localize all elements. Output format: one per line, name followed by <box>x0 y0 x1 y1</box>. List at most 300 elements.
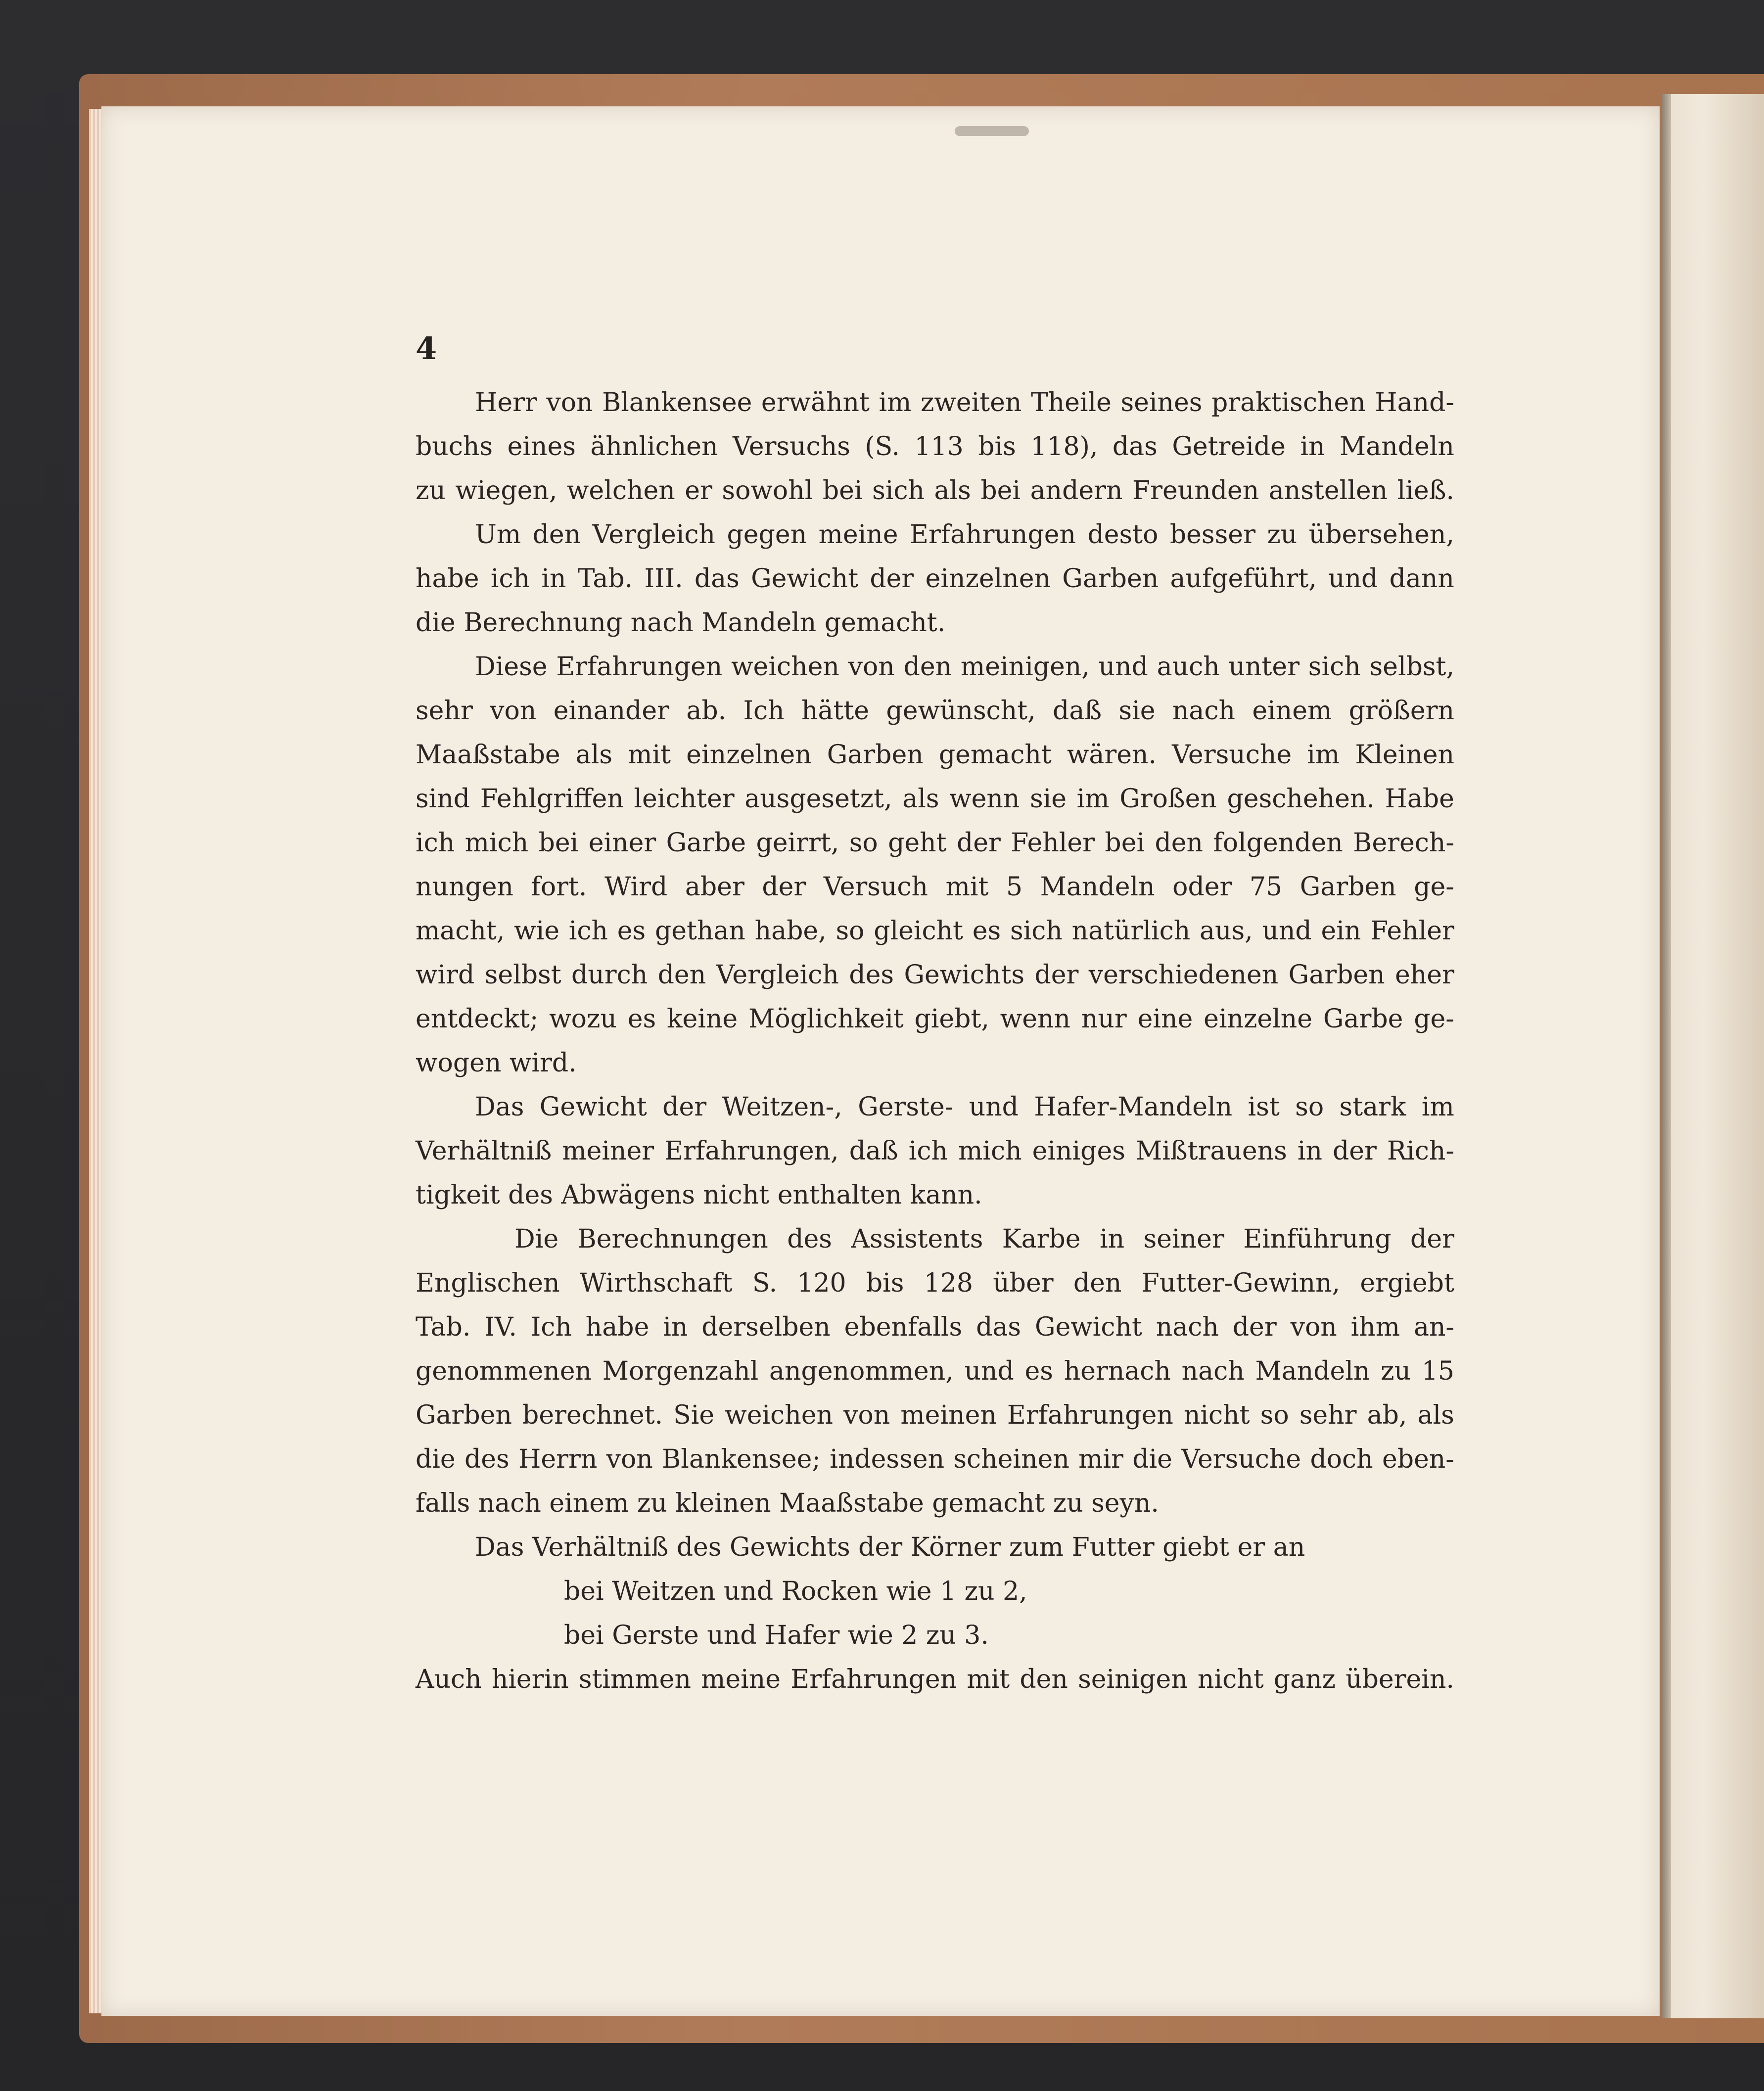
word: Versuche <box>1181 1444 1301 1474</box>
word: in <box>1300 432 1325 462</box>
word: Möglichkeit <box>748 1004 904 1034</box>
word: die <box>416 1444 456 1474</box>
word: giebt, <box>914 1004 989 1034</box>
word: sich <box>1010 916 1063 946</box>
word: sich <box>1308 652 1361 682</box>
word: im <box>1076 784 1110 814</box>
word: Diese <box>475 652 548 682</box>
word: in <box>541 564 566 594</box>
word: Erfahrungen, <box>664 1136 839 1166</box>
word: geirrt, <box>756 828 839 858</box>
word: von <box>490 696 537 726</box>
word: sich <box>872 476 925 506</box>
word: weichen <box>725 1400 834 1430</box>
word: von <box>848 652 895 682</box>
word: in <box>1297 1136 1322 1166</box>
word: stimmen <box>578 1665 691 1694</box>
word: Vergleich <box>592 520 715 550</box>
word: zu <box>1267 520 1298 550</box>
word: an- <box>1413 1312 1454 1342</box>
text-line <box>416 1217 1454 1261</box>
word: ich <box>416 828 455 858</box>
word: berechnet. <box>522 1400 663 1430</box>
text-line <box>416 909 1454 953</box>
word: Habe <box>1385 784 1454 814</box>
word: III. <box>644 564 683 594</box>
word: aufgeführt, <box>1170 564 1317 594</box>
word: des <box>464 1444 510 1474</box>
word: 120 <box>797 1268 846 1298</box>
word: 113 <box>914 432 964 462</box>
word: es <box>627 1004 656 1034</box>
text-line <box>416 733 1454 777</box>
word: der <box>870 564 914 594</box>
word: wenn <box>1000 1004 1070 1034</box>
word: gewünscht, <box>886 696 1036 726</box>
text-line <box>416 381 1454 425</box>
word: von <box>546 388 593 418</box>
page-top-mark <box>955 126 1029 136</box>
word: Freunden <box>1132 476 1259 506</box>
text-line <box>416 1438 1454 1482</box>
word: nur <box>1081 1004 1127 1034</box>
word: Versuch <box>823 872 928 902</box>
word: ließ. <box>1397 476 1454 506</box>
word: einzelne <box>1204 1004 1313 1034</box>
word: Erfahrungen <box>1007 1400 1173 1430</box>
text-line <box>416 557 1454 601</box>
word: weichen <box>731 652 839 682</box>
word: Auch <box>416 1665 482 1694</box>
word: ganz <box>1273 1665 1336 1694</box>
word: ist <box>1248 1092 1280 1122</box>
word: wozu <box>549 1004 617 1034</box>
word: nungen <box>416 872 514 902</box>
word: aus, <box>1200 916 1253 946</box>
word: den <box>1020 1665 1068 1694</box>
body-text <box>416 381 1454 1702</box>
word: Mandeln <box>1255 1356 1370 1386</box>
word: natürlich <box>1071 916 1191 946</box>
word: aber <box>685 872 744 902</box>
word: hierin <box>491 1665 569 1694</box>
word: Mißtrauens <box>1135 1136 1287 1166</box>
word: Garben <box>1300 872 1396 902</box>
word: hätte <box>801 696 870 726</box>
word: er <box>685 476 712 506</box>
word: habe <box>416 564 479 594</box>
text-line <box>416 953 1454 997</box>
word: die <box>1132 1444 1172 1474</box>
word: Erfahrungen <box>790 1665 957 1694</box>
text-line <box>416 997 1454 1041</box>
text-line <box>416 1349 1454 1394</box>
word: IV. <box>484 1312 517 1342</box>
word: 128 <box>924 1268 973 1298</box>
word: derselben <box>701 1312 831 1342</box>
word: anstellen <box>1268 476 1388 506</box>
word: einer <box>588 828 656 858</box>
word: des <box>787 1224 832 1254</box>
word: im <box>879 388 912 418</box>
word: Ich <box>743 696 785 726</box>
word: Karbe <box>1002 1224 1081 1254</box>
word: nach <box>1172 696 1235 726</box>
word: Weitzen-, <box>722 1092 842 1122</box>
word: bei <box>1105 828 1145 858</box>
word: nach <box>1181 1356 1245 1386</box>
word: ge- <box>1414 872 1454 902</box>
text-line <box>416 821 1454 865</box>
word: in <box>663 1312 688 1342</box>
word: Fehler <box>1011 828 1095 858</box>
word: Getreide <box>1172 432 1286 462</box>
word: übersehen, <box>1308 520 1454 550</box>
word: eines <box>507 432 576 462</box>
word: Erfahrungen <box>910 520 1076 550</box>
word: Theile <box>1030 388 1112 418</box>
text-line: bei Weitzen und Rocken wie 1 zu 2, <box>564 1577 1027 1606</box>
word: zweiten <box>920 388 1022 418</box>
word: mir <box>1078 1444 1123 1474</box>
word: wie <box>514 916 560 946</box>
word: einem <box>1252 696 1332 726</box>
word: und <box>964 1356 1014 1386</box>
word: Blankensee; <box>662 1444 821 1474</box>
word: und <box>1328 564 1378 594</box>
word: und <box>1262 916 1312 946</box>
word: im <box>1307 740 1340 770</box>
word: Maaßstabe <box>416 740 560 770</box>
word: wenn <box>949 784 1020 814</box>
word: das <box>976 1312 1021 1342</box>
word: Vergleich <box>716 960 839 990</box>
word: leichter <box>634 784 735 814</box>
word: der <box>1410 1224 1454 1254</box>
word: bis <box>978 432 1016 462</box>
word: bei <box>980 476 1021 506</box>
word: Garben <box>827 740 924 770</box>
word: Gewicht <box>751 564 859 594</box>
word: der <box>1332 1136 1377 1166</box>
word: es <box>617 916 646 946</box>
word: mich <box>464 828 529 858</box>
word: gegen <box>727 520 807 550</box>
word: es <box>1024 1356 1053 1386</box>
word: oder <box>1172 872 1232 902</box>
word: Gewicht <box>539 1092 647 1122</box>
word: im <box>1421 1092 1454 1122</box>
word: über <box>993 1268 1054 1298</box>
word: hernach <box>1064 1356 1171 1386</box>
word: Herrn <box>518 1444 598 1474</box>
word: nicht <box>1183 1400 1250 1430</box>
word: den <box>657 960 706 990</box>
word: das <box>1112 432 1158 462</box>
word: Gewichts <box>904 960 1025 990</box>
word: gethan <box>654 916 745 946</box>
text-line <box>416 1658 1454 1702</box>
word: ebenfalls <box>844 1312 963 1342</box>
word: als <box>902 784 939 814</box>
word: von <box>843 1400 890 1430</box>
word: so <box>849 828 878 858</box>
word: Herr <box>475 388 537 418</box>
word: Versuchs <box>733 432 850 462</box>
word: Gerste- <box>858 1092 954 1122</box>
word: als <box>934 476 971 506</box>
word: wiegen, <box>455 476 557 506</box>
word: seiner <box>1143 1224 1224 1254</box>
word: selbst <box>484 960 561 990</box>
word: Verhältniß <box>416 1136 552 1166</box>
word: entdeckt; <box>416 1004 539 1034</box>
text-line <box>416 513 1454 557</box>
word: Fehlgriffen <box>480 784 624 814</box>
word: ich <box>490 564 530 594</box>
word: eben- <box>1382 1444 1454 1474</box>
word: erwähnt <box>761 388 870 418</box>
word: Hafer-Mandeln <box>1034 1092 1233 1122</box>
text-line: falls nach einem zu kleinen Maaßstabe gemacht zu seyn. <box>416 1488 1159 1518</box>
word: praktischen <box>1211 388 1366 418</box>
text-line <box>416 777 1454 821</box>
word: ergiebt <box>1360 1268 1454 1298</box>
word: gleicht <box>874 916 964 946</box>
word: fort. <box>531 872 587 902</box>
word: Rich- <box>1387 1136 1454 1166</box>
word: daß <box>849 1136 898 1166</box>
word: den <box>903 652 952 682</box>
word: zu <box>1381 1356 1411 1386</box>
word: als <box>575 740 613 770</box>
word: ähnlichen <box>590 432 718 462</box>
word: der <box>762 872 806 902</box>
word: eine <box>1137 1004 1193 1034</box>
word: sie <box>1118 696 1156 726</box>
word: Blankensee <box>602 388 752 418</box>
word: buchs <box>416 432 493 462</box>
text-line <box>416 689 1454 733</box>
word: auch <box>1157 652 1220 682</box>
word: eher <box>1395 960 1454 990</box>
word: ich <box>568 916 608 946</box>
word: unter <box>1228 652 1300 682</box>
word: genommenen <box>416 1356 592 1386</box>
word: mit <box>628 740 671 770</box>
word: (S. <box>865 432 900 462</box>
word: und <box>1098 652 1148 682</box>
word: 5 <box>1006 872 1023 902</box>
word: meine <box>818 520 898 550</box>
word: sind <box>416 784 470 814</box>
word: mit <box>945 872 989 902</box>
text-line: bei Gerste und Hafer wie 2 zu 3. <box>564 1621 989 1650</box>
word: Mandeln <box>1339 432 1454 462</box>
word: Erfahrungen <box>556 652 723 682</box>
word: von <box>1290 1312 1337 1342</box>
word: bis <box>866 1268 904 1298</box>
word: Englischen <box>416 1268 560 1298</box>
text-line: Das Verhältniß des Gewichts der Körner zum Futter giebt er an <box>475 1533 1305 1562</box>
word: ge- <box>1414 1004 1454 1034</box>
word: sie <box>1029 784 1067 814</box>
word: der <box>1232 1312 1277 1342</box>
word: angenommen, <box>769 1356 954 1386</box>
word: indessen <box>830 1444 945 1474</box>
text-line: tigkeit des Abwägens nicht enthalten kann. <box>416 1180 982 1210</box>
word: wären. <box>1067 740 1157 770</box>
text-line <box>416 1129 1454 1173</box>
word: ihm <box>1350 1312 1400 1342</box>
word: Großen <box>1119 784 1217 814</box>
text-line <box>416 865 1454 909</box>
word: doch <box>1310 1444 1373 1474</box>
word: Morgenzahl <box>602 1356 759 1386</box>
word: den <box>1073 1268 1122 1298</box>
word: Berechnungen <box>577 1224 768 1254</box>
word: Wird <box>604 872 668 902</box>
word: sehr <box>1299 1400 1357 1430</box>
word: Sie <box>673 1400 715 1430</box>
word: gemacht <box>938 740 1052 770</box>
text-line <box>416 469 1454 513</box>
word: den <box>532 520 581 550</box>
word: sehr <box>416 696 473 726</box>
word: desto <box>1087 520 1159 550</box>
word: meinigen, <box>960 652 1090 682</box>
word: überein. <box>1346 1665 1454 1694</box>
word: seinigen <box>1078 1665 1188 1694</box>
word: durch <box>571 960 648 990</box>
word: ab, <box>1367 1400 1407 1430</box>
word: bei <box>822 476 863 506</box>
word: Assistents <box>851 1224 983 1254</box>
text-line <box>416 1305 1454 1349</box>
word: ein <box>1321 916 1361 946</box>
text-line <box>416 1261 1454 1305</box>
text-line: die Berechnung nach Mandeln gemacht. <box>416 608 946 638</box>
word: seines <box>1120 388 1203 418</box>
word: wird <box>416 960 475 990</box>
word: Versuche <box>1172 740 1292 770</box>
word: folgenden <box>1213 828 1343 858</box>
word: der <box>1034 960 1079 990</box>
word: Die <box>514 1224 559 1254</box>
word: macht, <box>416 916 505 946</box>
word: Garbe <box>666 828 746 858</box>
word: Ich <box>530 1312 572 1342</box>
text-line: wogen wird. <box>416 1048 577 1078</box>
word: Garbe <box>1323 1004 1403 1034</box>
word: 118), <box>1030 432 1098 462</box>
word: 15 <box>1421 1356 1454 1386</box>
text-line <box>416 1394 1454 1438</box>
word: geschehen. <box>1227 784 1375 814</box>
word: keine <box>667 1004 738 1034</box>
word: nicht <box>1197 1665 1264 1694</box>
word: so <box>836 916 865 946</box>
word: und <box>969 1092 1019 1122</box>
word: das <box>694 564 740 594</box>
word: nach <box>1156 1312 1219 1342</box>
word: sowohl <box>722 476 813 506</box>
word: einzelnen <box>686 740 812 770</box>
text-line <box>416 425 1454 469</box>
page-number: 4 <box>416 330 437 367</box>
text-line <box>416 645 1454 689</box>
word: Tab. <box>416 1312 471 1342</box>
word: Tab. <box>577 564 633 594</box>
word: habe <box>585 1312 650 1342</box>
word: Futter-Gewinn, <box>1141 1268 1341 1298</box>
word: Garben <box>1288 960 1385 990</box>
word: so <box>1295 1092 1324 1122</box>
word: als <box>1417 1400 1454 1430</box>
word: ausgesetzt, <box>744 784 892 814</box>
word: Garben <box>416 1400 512 1430</box>
word: verschiedenen <box>1088 960 1279 990</box>
word: habe, <box>754 916 827 946</box>
word: stark <box>1339 1092 1406 1122</box>
word: Einführung <box>1243 1224 1392 1254</box>
text-line <box>416 1085 1454 1129</box>
word: mich <box>958 1136 1022 1166</box>
word: meinen <box>900 1400 997 1430</box>
word: 75 <box>1249 872 1283 902</box>
word: in <box>1100 1224 1125 1254</box>
facing-page-edge <box>1662 94 1764 2018</box>
word: Fehler <box>1370 916 1454 946</box>
word: einzelnen <box>925 564 1051 594</box>
word: mit <box>967 1665 1010 1694</box>
word: des <box>849 960 894 990</box>
word: scheinen <box>953 1444 1069 1474</box>
word: einiges <box>1032 1136 1125 1166</box>
word: Das <box>475 1092 524 1122</box>
word: besser <box>1169 520 1255 550</box>
word: den <box>1155 828 1204 858</box>
word: Garben <box>1062 564 1159 594</box>
word: andern <box>1030 476 1123 506</box>
word: Wirthschaft <box>579 1268 733 1298</box>
word: bei <box>538 828 579 858</box>
word: von <box>606 1444 653 1474</box>
word: Gewicht <box>1034 1312 1142 1342</box>
word: zu <box>416 476 446 506</box>
word: ab. <box>686 696 727 726</box>
word: daß <box>1053 696 1102 726</box>
word: größern <box>1348 696 1454 726</box>
gutter-seam <box>1662 94 1671 2018</box>
word: Hand- <box>1375 388 1454 418</box>
word: meine <box>701 1665 781 1694</box>
word: Kleinen <box>1355 740 1454 770</box>
word: der <box>662 1092 707 1122</box>
word: ich <box>908 1136 948 1166</box>
word: Berech- <box>1353 828 1454 858</box>
word: der <box>956 828 1001 858</box>
word: so <box>1260 1400 1289 1430</box>
word: Um <box>475 520 521 550</box>
word: S. <box>752 1268 778 1298</box>
word: es <box>972 916 1001 946</box>
word: einander <box>553 696 669 726</box>
word: selbst, <box>1369 652 1454 682</box>
word: geht <box>888 828 947 858</box>
word: dann <box>1389 564 1454 594</box>
word: meiner <box>562 1136 654 1166</box>
